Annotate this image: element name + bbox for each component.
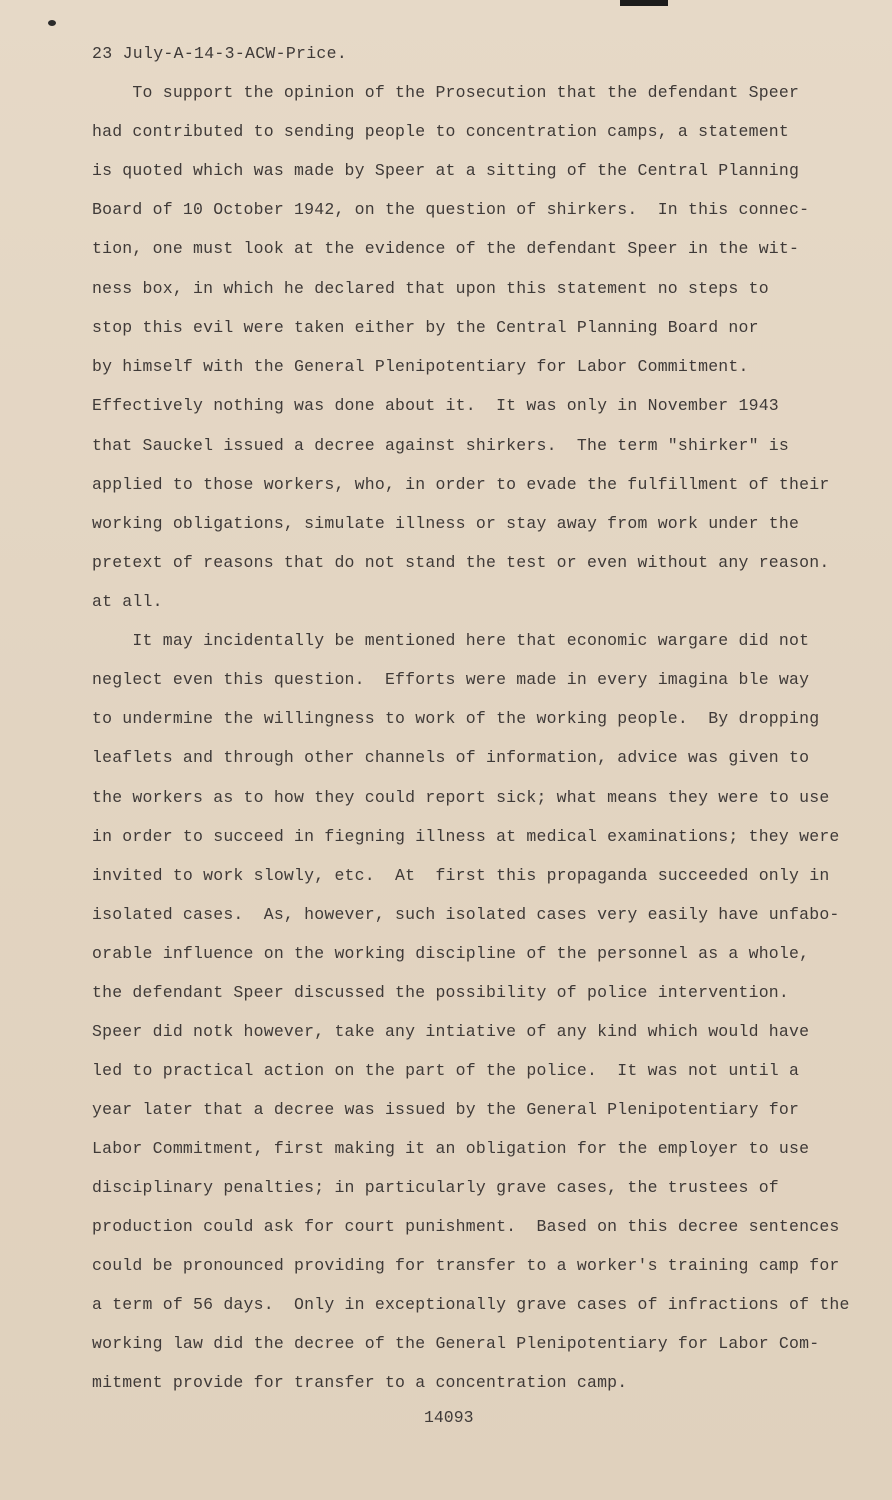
text-line: mitment provide for transfer to a concentration camp.	[92, 1373, 628, 1392]
text-line: the workers as to how they could report sick; what means they were to use	[92, 788, 830, 807]
binder-tab-mark	[620, 0, 668, 6]
text-line: had contributed to sending people to concentration camps, a statement	[92, 122, 790, 141]
text-line: To support the opinion of the Prosecution that the defendant Speer	[92, 83, 800, 102]
text-line: by himself with the General Plenipotentiary for Labor Commitment.	[92, 357, 749, 376]
text-line: pretext of reasons that do not stand the test or even without any reason.	[92, 553, 830, 572]
text-line: Speer did notk however, take any intiative of any kind which would have	[92, 1022, 810, 1041]
text-line: leaflets and through other channels of information, advice was given to	[92, 748, 810, 767]
text-line: orable influence on the working discipline of the personnel as a whole,	[92, 944, 810, 963]
text-line: tion, one must look at the evidence of the defendant Speer in the wit-	[92, 239, 800, 258]
text-line: invited to work slowly, etc. At first this propaganda succeeded only in	[92, 866, 830, 885]
text-line: to undermine the willingness to work of the working people. By dropping	[92, 709, 820, 728]
text-line: ness box, in which he declared that upon this statement no steps to	[92, 279, 769, 298]
document-header: 23 July-A-14-3-ACW-Price.	[92, 44, 348, 63]
page-number: 14093	[424, 1408, 474, 1427]
text-line: led to practical action on the part of the police. It was not until a	[92, 1061, 800, 1080]
text-line: is quoted which was made by Speer at a sitting of the Central Planning	[92, 161, 800, 180]
text-line: Effectively nothing was done about it. It was only in November 1943	[92, 396, 779, 415]
text-line: that Sauckel issued a decree against shirkers. The term "shirker" is	[92, 436, 790, 455]
text-line: working obligations, simulate illness or stay away from work under the	[92, 514, 800, 533]
text-line: working law did the decree of the General Plenipotentiary for Labor Com-	[92, 1334, 820, 1353]
text-line: the defendant Speer discussed the possibility of police intervention.	[92, 983, 790, 1002]
text-line: production could ask for court punishment. Based on this decree sentences	[92, 1217, 840, 1236]
text-line: It may incidentally be mentioned here that economic wargare did not	[92, 631, 810, 650]
text-line: year later that a decree was issued by the General Plenipotentiary for	[92, 1100, 800, 1119]
text-line: Board of 10 October 1942, on the question of shirkers. In this connec-	[92, 200, 810, 219]
text-line: disciplinary penalties; in particularly grave cases, the trustees of	[92, 1178, 779, 1197]
margin-mark	[48, 20, 56, 26]
text-line: Labor Commitment, first making it an obligation for the employer to use	[92, 1139, 810, 1158]
text-line: in order to succeed in fiegning illness at medical examinations; they were	[92, 827, 840, 846]
text-line: could be pronounced providing for transfer to a worker's training camp for	[92, 1256, 840, 1275]
text-line: stop this evil were taken either by the Central Planning Board nor	[92, 318, 759, 337]
text-line: at all.	[92, 592, 163, 611]
text-line: neglect even this question. Efforts were made in every imagina ble way	[92, 670, 810, 689]
text-line: a term of 56 days. Only in exceptionally grave cases of infractions of the	[92, 1295, 850, 1314]
text-line: isolated cases. As, however, such isolated cases very easily have unfabo-	[92, 905, 840, 924]
text-line: applied to those workers, who, in order to evade the fulfillment of their	[92, 475, 830, 494]
